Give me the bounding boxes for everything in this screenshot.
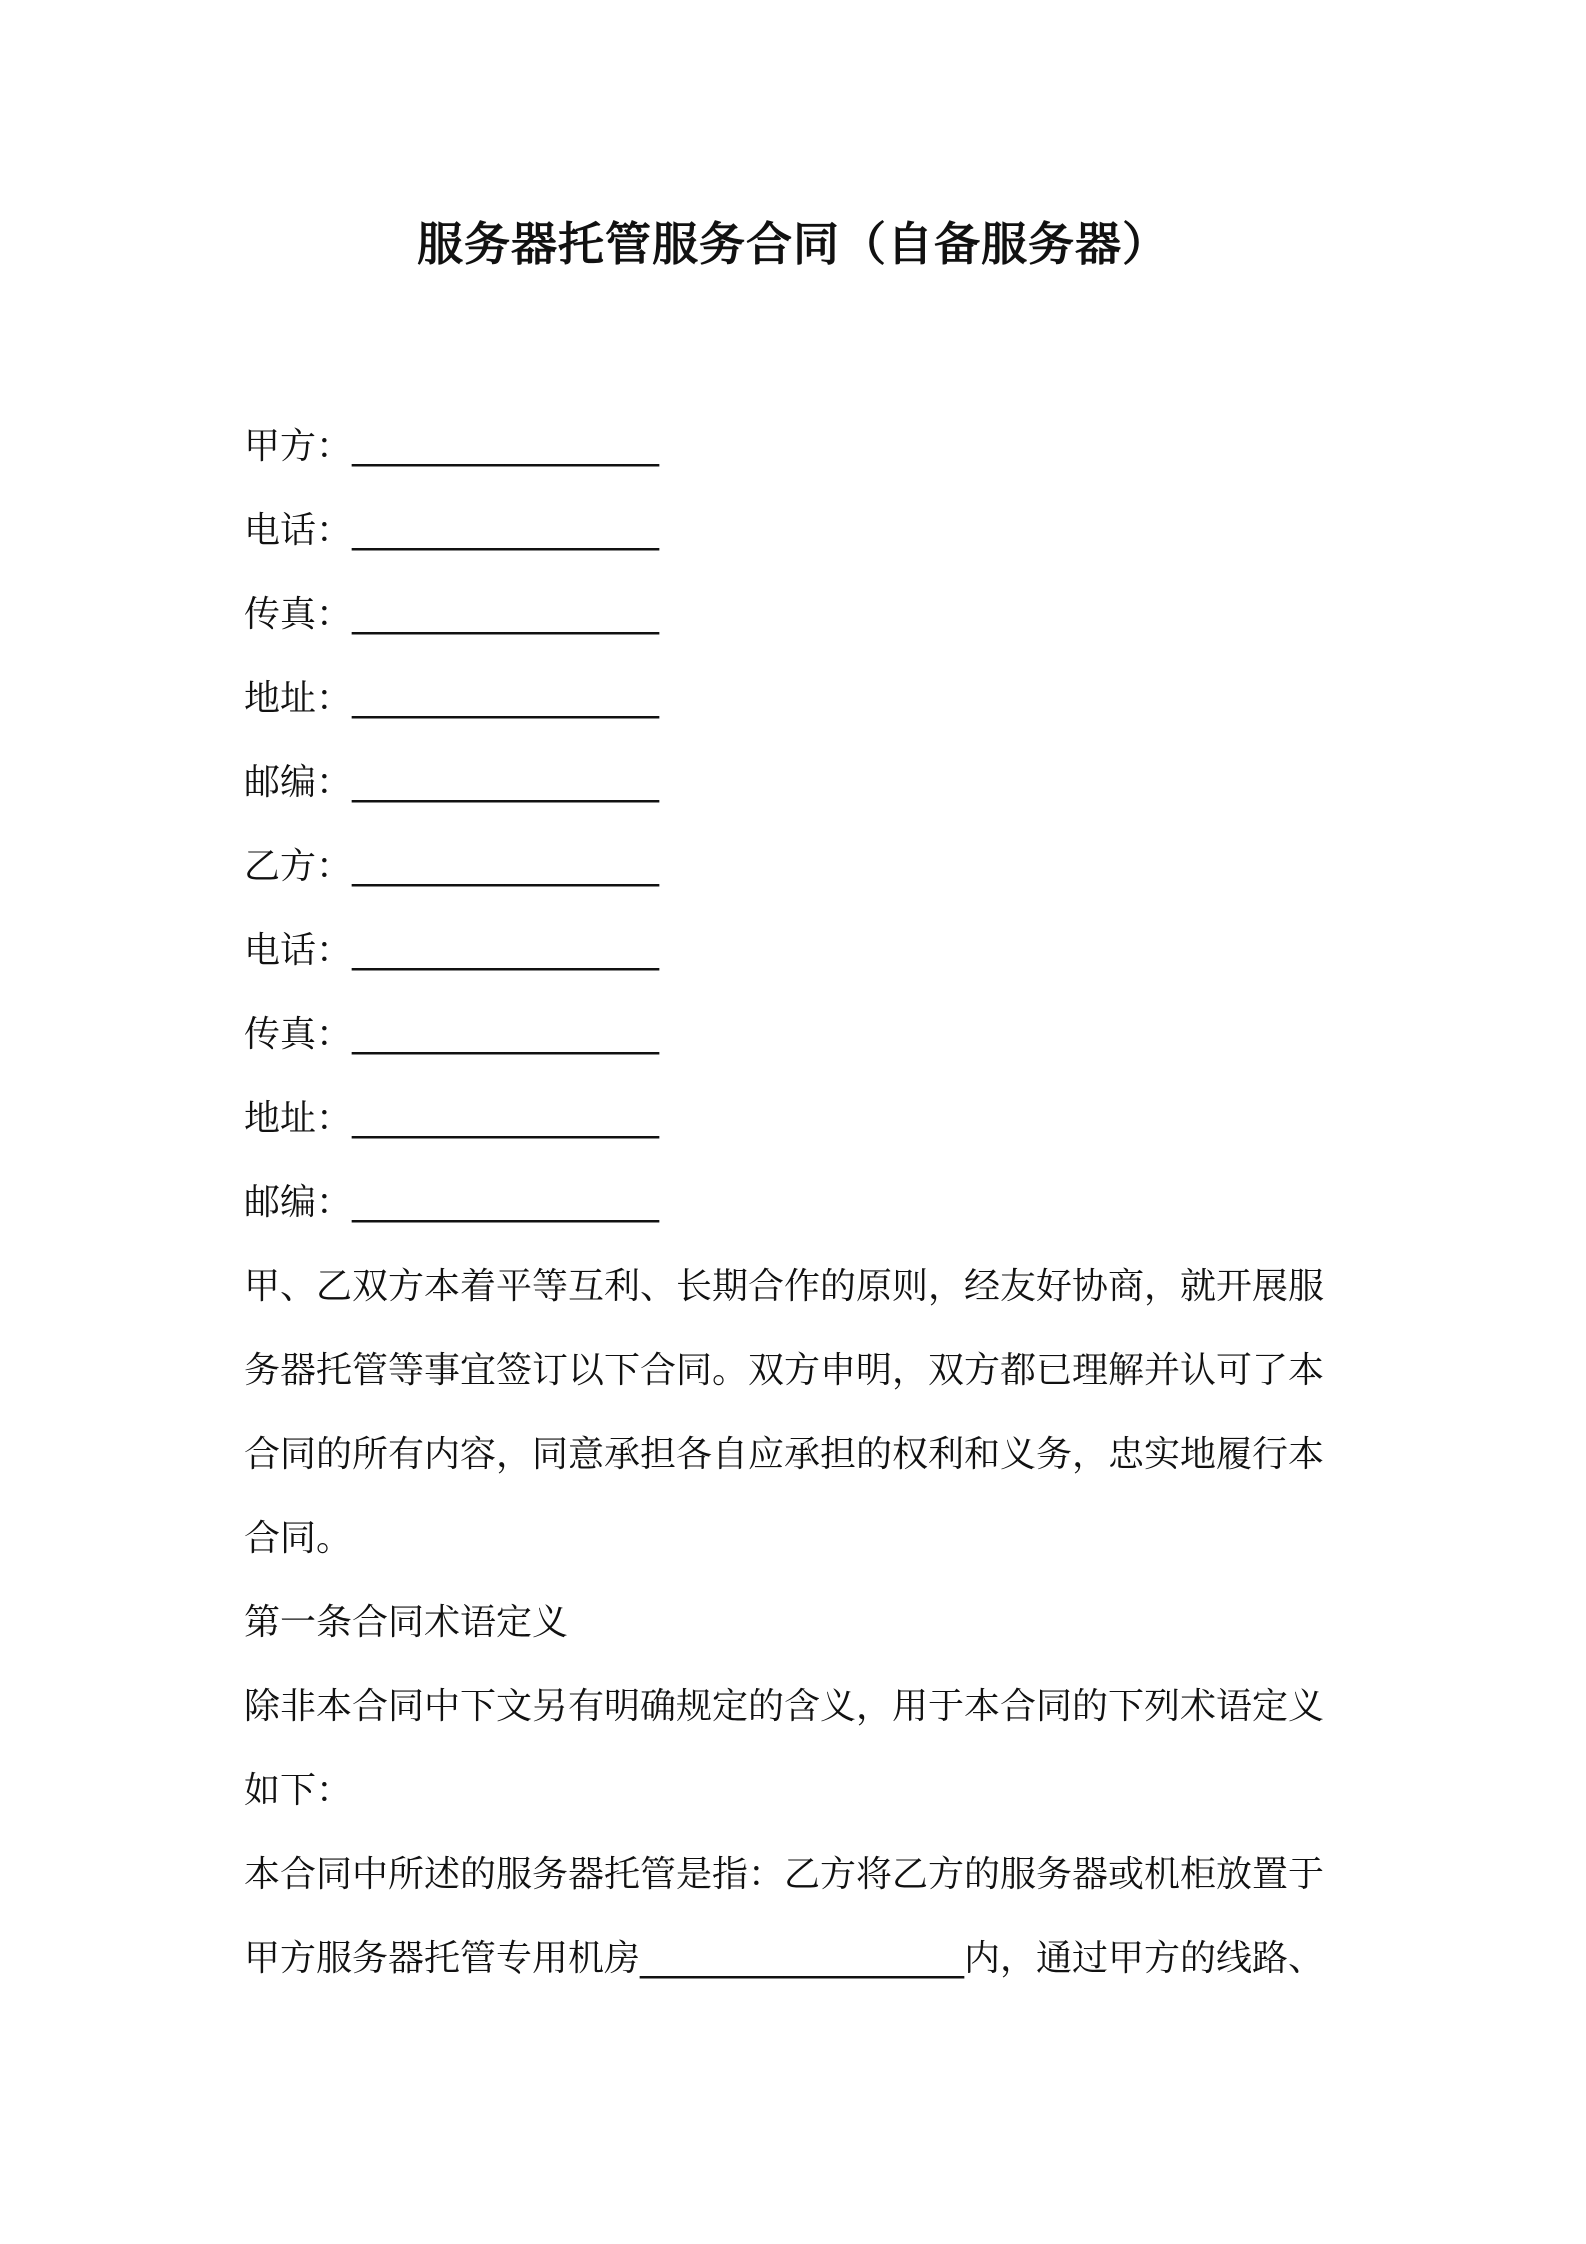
party-a-name-field <box>244 405 1364 489</box>
fill-blank: __________________ <box>352 1014 659 1055</box>
field-label: 电话： <box>244 510 353 551</box>
party-b-postcode-field <box>244 1161 1364 1245</box>
field-label: 甲方： <box>244 426 353 467</box>
definition-paragraph-line <box>244 1917 1364 2001</box>
field-label: 传真： <box>244 1014 353 1055</box>
fill-blank: __________________ <box>352 930 659 971</box>
party-a-address-field <box>244 657 1364 741</box>
party-b-address-field <box>244 1077 1364 1161</box>
definition-paragraph-line: 本合同中所述的服务器托管是指：乙方将乙方的服务器或机柜放置于 <box>244 1854 1325 1895</box>
fill-blank: __________________ <box>352 762 659 803</box>
fill-blank: __________________ <box>352 510 659 551</box>
field-label: 乙方： <box>244 846 353 887</box>
definition-text: 内，通过甲方的线路、 <box>964 1938 1325 1979</box>
fill-blank: __________________ <box>640 1938 965 1979</box>
party-a-postcode-field <box>244 741 1364 825</box>
field-label: 传真： <box>244 594 353 635</box>
intro-paragraph-line: 合同。 <box>244 1518 353 1559</box>
fill-blank: __________________ <box>352 594 659 635</box>
field-label: 地址： <box>244 678 353 719</box>
document-title: 服务器托管服务合同（自备服务器） <box>417 217 1169 271</box>
definition-text: 甲方服务器托管专用机房 <box>244 1938 641 1979</box>
party-b-fax-field <box>244 993 1364 1077</box>
fill-blank: __________________ <box>352 426 659 467</box>
document-body <box>244 405 1364 2001</box>
field-label: 地址： <box>244 1098 353 1139</box>
intro-paragraph-line: 合同的所有内容，同意承担各自应承担的权利和义务，忠实地履行本 <box>244 1434 1325 1475</box>
field-label: 邮编： <box>244 1182 353 1223</box>
article-1-heading: 第一条合同术语定义 <box>244 1602 569 1643</box>
article-1-paragraph-line: 如下： <box>244 1770 353 1811</box>
article-1-paragraph-line: 除非本合同中下文另有明确规定的含义，用于本合同的下列术语定义 <box>244 1686 1325 1727</box>
fill-blank: __________________ <box>352 678 659 719</box>
fill-blank: __________________ <box>352 1098 659 1139</box>
party-b-name-field <box>244 825 1364 909</box>
field-label: 电话： <box>244 930 353 971</box>
party-a-phone-field <box>244 489 1364 573</box>
fill-blank: __________________ <box>352 846 659 887</box>
field-label: 邮编： <box>244 762 353 803</box>
fill-blank: __________________ <box>352 1182 659 1223</box>
party-a-fax-field <box>244 573 1364 657</box>
intro-paragraph-line: 甲、乙双方本着平等互利、长期合作的原则，经友好协商，就开展服 <box>244 1266 1325 1307</box>
intro-paragraph-line: 务器托管等事宜签订以下合同。双方申明，双方都已理解并认可了本 <box>244 1350 1325 1391</box>
party-b-phone-field <box>244 909 1364 993</box>
